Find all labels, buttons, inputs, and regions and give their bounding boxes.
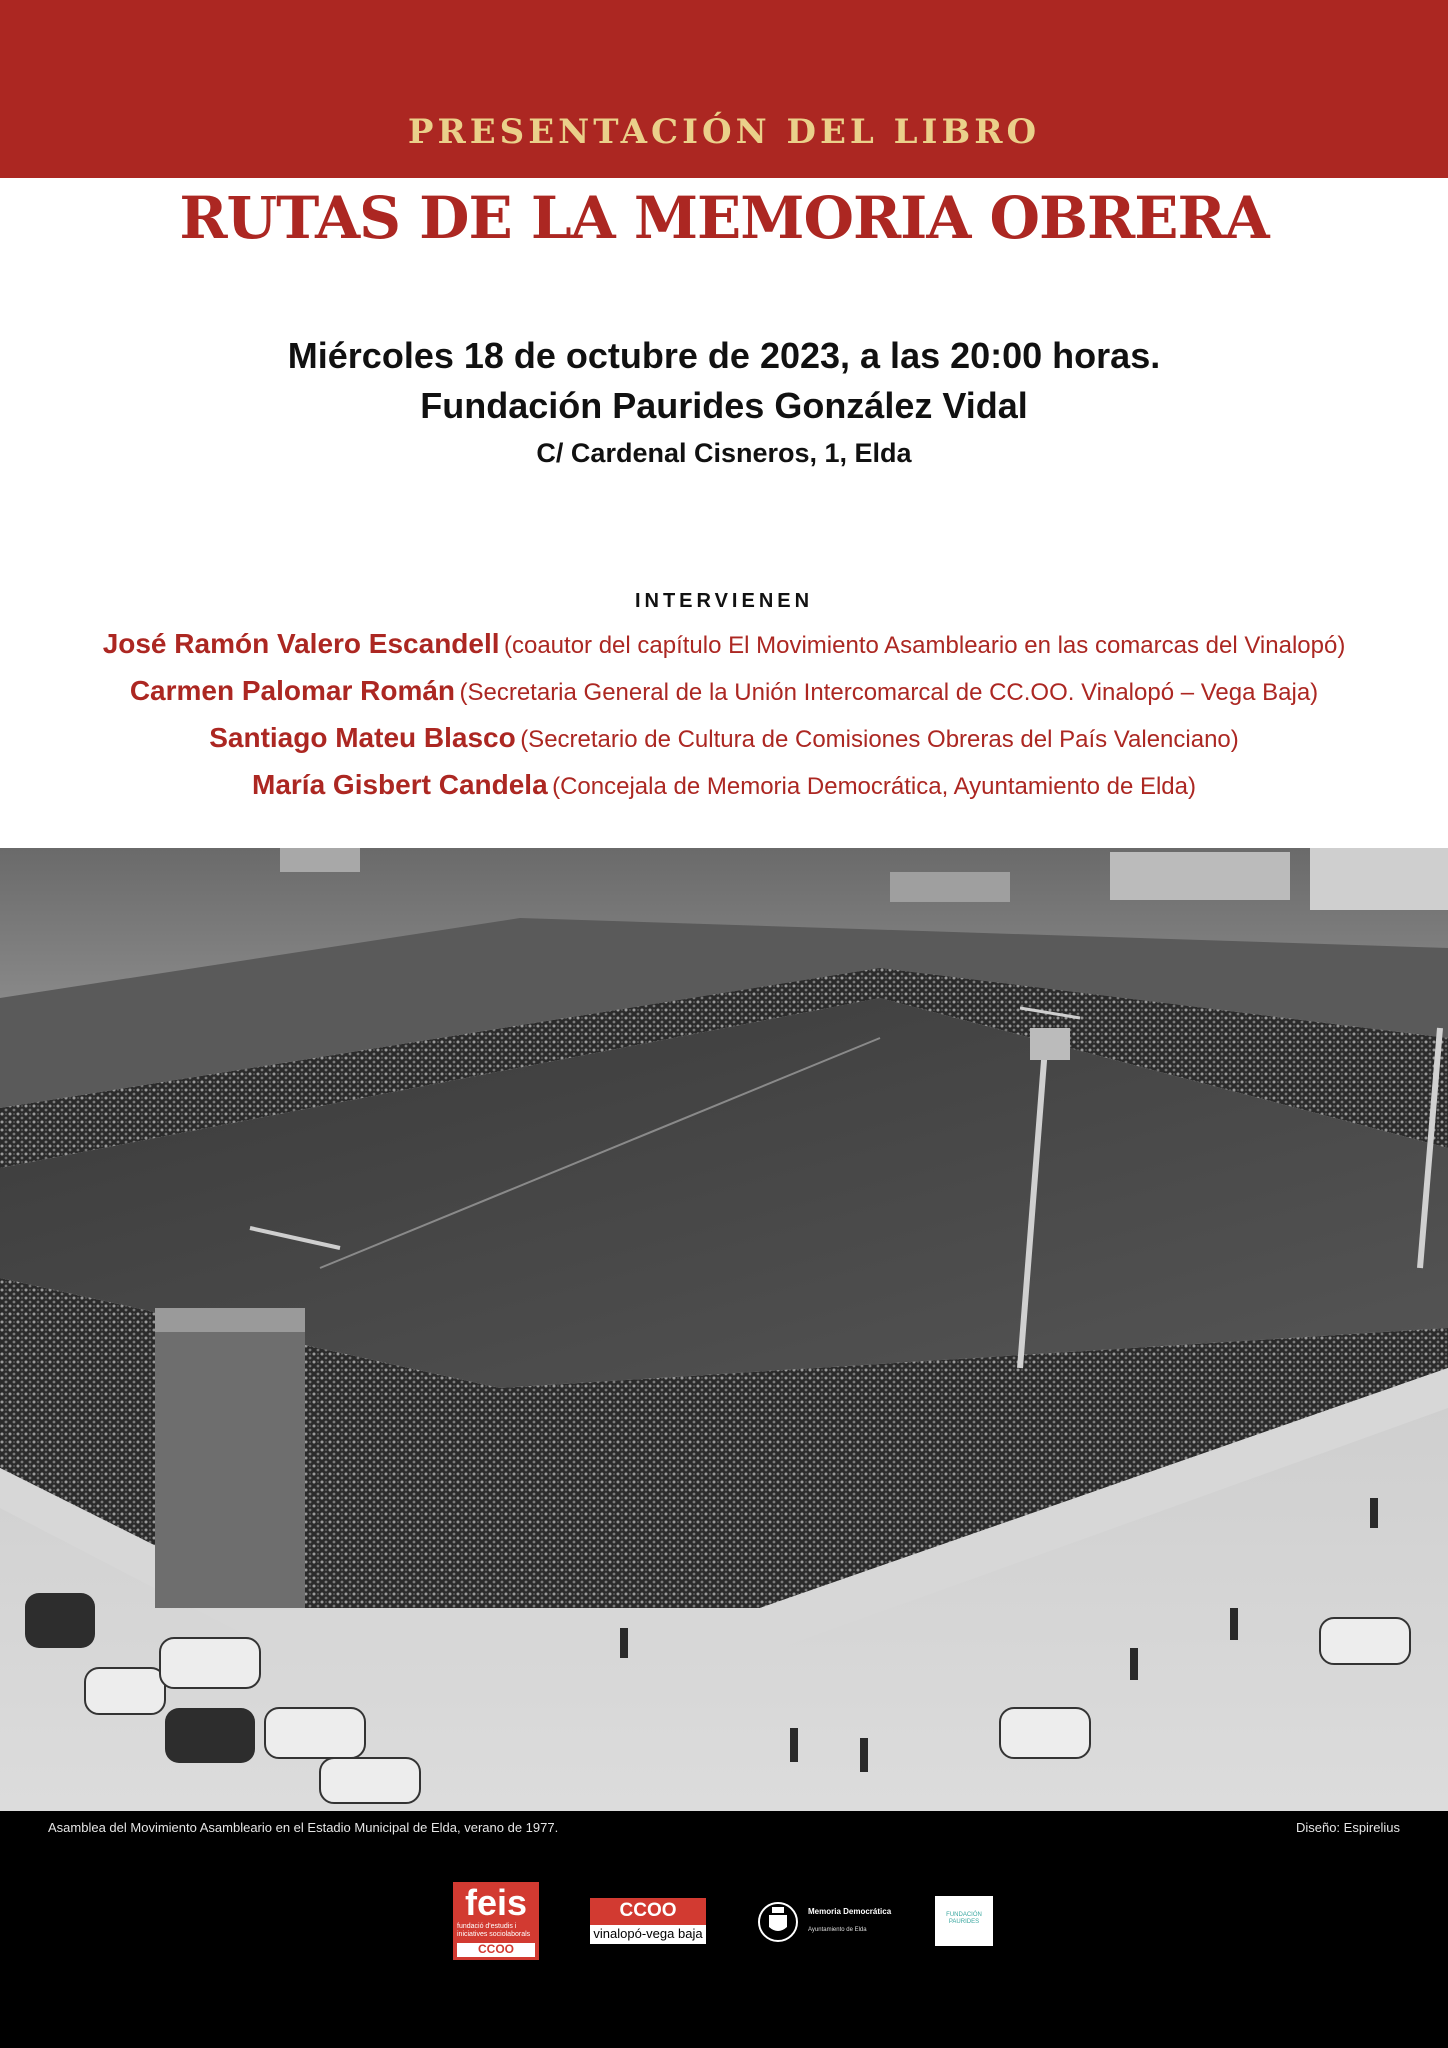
speaker-name: José Ramón Valero Escandell [102,628,500,659]
stadium-photo [0,848,1448,1811]
ccoo-logo [590,1898,706,1944]
feis-logo-badge [457,1943,535,1957]
elda-seal-icon [756,1900,800,1944]
speakers-heading: INTERVIENEN [634,590,814,612]
speaker-name: María Gisbert Candela [252,769,548,800]
speaker-name: Carmen Palomar Román [129,675,456,706]
event-date: Miércoles 18 de octubre de 2023, a las 20:00 horas. [287,335,1161,376]
event-venue: Fundación Paurides González Vidal [420,385,1028,426]
memoria-logo-subtitle: Ayuntamiento de Elda [808,1927,867,1933]
speaker-row [0,628,1448,660]
speaker-role: (Secretario de Cultura de Comisiones Obreras del País Valenciano) [520,726,1239,753]
speaker-row [0,722,1448,754]
memoria-democratica-logo [756,1897,890,1947]
fundacion-logo-text: FUNDACIÓN PAURIDES [946,1912,982,1925]
speaker-role: (Concejala de Memoria Democrática, Ayuntamiento de Elda) [552,773,1196,800]
speaker-role: (Secretaria General de la Unión Intercomarcal de CC.OO. Vinalopó – Vega Baja) [459,679,1319,706]
ccoo-logo-title: CCOO [619,1900,677,1921]
speaker-row [0,675,1448,707]
footer-band [0,1811,1448,2048]
speaker-name: Santiago Mateu Blasco [209,722,516,753]
photo-caption: Asamblea del Movimiento Asambleario en el Estadio Municipal de Elda, verano de 1977. [48,1820,559,1835]
ccoo-logo-top [590,1898,706,1925]
feis-logo [453,1882,539,1960]
memoria-logo-title: Memoria Democrática [808,1907,892,1916]
feis-logo-badge-text: CCOO [478,1942,514,1956]
book-title: RUTAS DE LA MEMORIA OBRERA [179,184,1269,252]
speaker-row [0,769,1448,801]
feis-logo-subtitle: fundació d'estudis i iniciatives sociolaborals [457,1923,531,1938]
feis-logo-title: feis [464,1882,528,1923]
event-address: C/ Cardenal Cisneros, 1, Elda [536,438,912,468]
fundacion-paurides-logo [935,1896,993,1946]
kicker-text: PRESENTACIÓN DEL LIBRO [407,112,1041,152]
speaker-role: (coautor del capítulo El Movimiento Asambleario en las comarcas del Vinalopó) [503,632,1346,659]
ccoo-logo-subtitle: vinalopó-vega baja [593,1926,703,1941]
design-credit: Diseño: Espirelius [1295,1820,1400,1835]
